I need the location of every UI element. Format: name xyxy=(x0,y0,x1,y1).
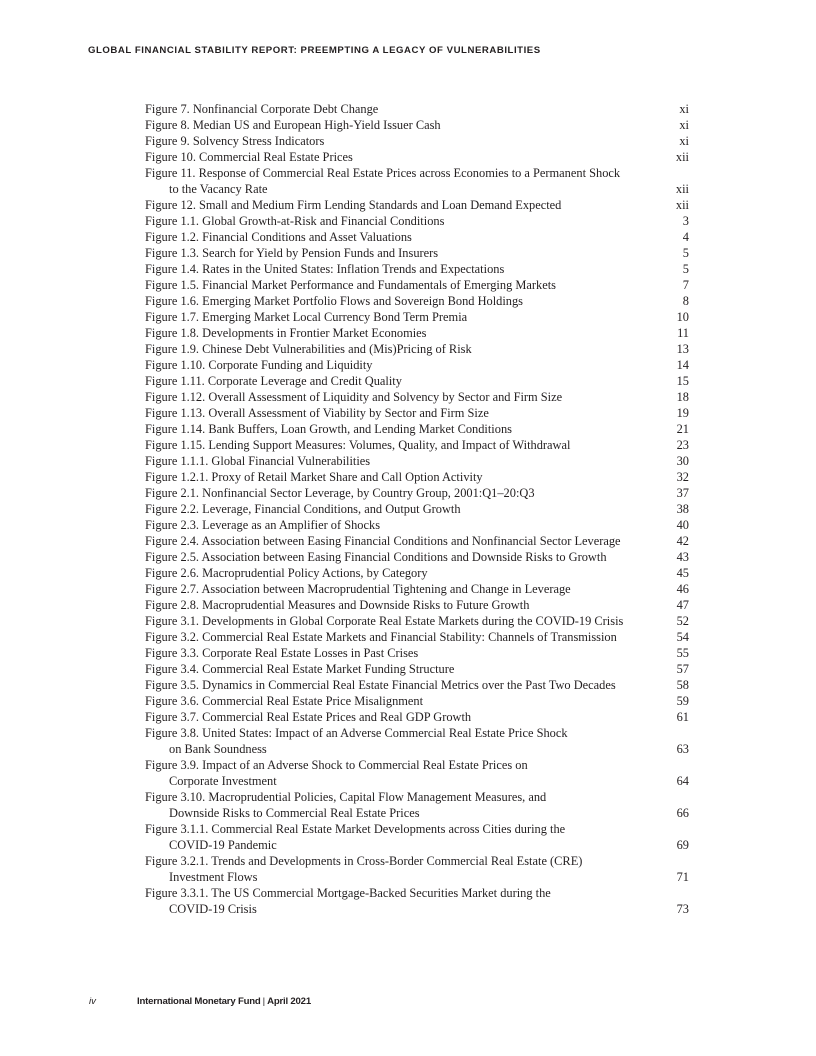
toc-entry-page: xi xyxy=(679,134,689,148)
toc-entry-title-line: Figure 1.2. Financial Conditions and Asset Valuations xyxy=(145,230,412,244)
toc-entry-title xyxy=(145,613,643,629)
toc-entry-page: xii xyxy=(675,150,689,164)
toc-entry-title-line: Figure 1.1.1. Global Financial Vulnerabilities xyxy=(145,454,371,468)
toc-entry-title xyxy=(145,325,643,341)
toc-entry-title-continuation: to the Vacancy Rate xyxy=(169,182,268,196)
toc-entry-title-line: Figure 1.9. Chinese Debt Vulnerabilities and (Mis)Pricing of Risk xyxy=(145,342,472,356)
toc-entry-page: 69 xyxy=(676,838,689,852)
toc-entry-page: 42 xyxy=(676,534,689,548)
toc-entry-page: 55 xyxy=(676,646,689,660)
toc-entry xyxy=(145,789,689,821)
toc-entry-page: 45 xyxy=(676,566,689,580)
toc-entry-title-line: Figure 3.1.1. Commercial Real Estate Market Developments across Cities during the xyxy=(145,822,566,836)
toc-entry-title xyxy=(145,533,643,549)
toc-entry xyxy=(145,597,689,613)
toc-entry xyxy=(145,629,689,645)
toc-entry-title xyxy=(145,645,643,661)
toc-entry-page: 8 xyxy=(682,294,689,308)
list-of-figures xyxy=(145,101,689,917)
toc-entry-title-line: Figure 1.6. Emerging Market Portfolio Flows and Sovereign Bond Holdings xyxy=(145,294,524,308)
toc-entry-title-line: Figure 8. Median US and European High-Yield Issuer Cash xyxy=(145,118,441,132)
toc-entry xyxy=(145,453,689,469)
toc-entry-page: 5 xyxy=(682,246,689,260)
publisher-name: International Monetary Fund xyxy=(137,996,261,1007)
toc-entry-page: 32 xyxy=(676,470,689,484)
toc-entry-title-line: Figure 1.14. Bank Buffers, Loan Growth, and Lending Market Conditions xyxy=(145,422,512,436)
toc-entry xyxy=(145,501,689,517)
toc-entry-title xyxy=(145,133,643,149)
toc-entry-page: 52 xyxy=(676,614,689,628)
page-number: iv xyxy=(89,996,96,1007)
toc-entry-title-line: Figure 3.3. Corporate Real Estate Losses in Past Crises xyxy=(145,646,419,660)
toc-entry xyxy=(145,485,689,501)
toc-entry-title-line: Figure 9. Solvency Stress Indicators xyxy=(145,134,325,148)
toc-entry xyxy=(145,549,689,565)
toc-entry-title xyxy=(145,485,643,501)
toc-entry-page: 14 xyxy=(676,358,689,372)
toc-entry-title xyxy=(145,277,643,293)
toc-entry-page: 59 xyxy=(676,694,689,708)
toc-entry-title xyxy=(145,629,643,645)
toc-entry-page: 11 xyxy=(677,326,689,340)
toc-entry-page: 54 xyxy=(676,630,689,644)
toc-entry-page: xi xyxy=(679,102,689,116)
toc-entry-title-continuation: Investment Flows xyxy=(169,870,258,884)
toc-entry xyxy=(145,853,689,885)
toc-entry-page: 40 xyxy=(676,518,689,532)
toc-entry-page: 10 xyxy=(676,310,689,324)
toc-entry-title-line: Figure 3.9. Impact of an Adverse Shock to Commercial Real Estate Prices on xyxy=(145,758,528,772)
toc-entry xyxy=(145,149,689,165)
toc-entry xyxy=(145,405,689,421)
toc-entry-title xyxy=(145,709,643,725)
toc-entry-page: 63 xyxy=(676,742,689,756)
toc-entry-title xyxy=(145,341,643,357)
toc-entry xyxy=(145,245,689,261)
toc-entry-title-line: Figure 3.5. Dynamics in Commercial Real Estate Financial Metrics over the Past Two Decades xyxy=(145,678,616,692)
toc-entry xyxy=(145,469,689,485)
toc-entry xyxy=(145,165,689,197)
toc-entry-title xyxy=(145,853,643,885)
toc-entry xyxy=(145,117,689,133)
toc-entry-title-line: Figure 2.8. Macroprudential Measures and Downside Risks to Future Growth xyxy=(145,598,530,612)
toc-entry-title xyxy=(145,261,643,277)
toc-entry-page: 3 xyxy=(682,214,689,228)
toc-entry xyxy=(145,293,689,309)
toc-entry-page: 7 xyxy=(682,278,689,292)
toc-entry-title-line: Figure 3.2.1. Trends and Developments in Cross-Border Commercial Real Estate (CRE) xyxy=(145,854,583,868)
toc-entry-title-line: Figure 3.8. United States: Impact of an Adverse Commercial Real Estate Price Shock xyxy=(145,726,568,740)
toc-entry-title xyxy=(145,421,643,437)
toc-entry-page: 61 xyxy=(676,710,689,724)
toc-entry-title xyxy=(145,117,643,133)
toc-entry-page: 4 xyxy=(682,230,689,244)
toc-entry-title-continuation: Downside Risks to Commercial Real Estate Prices xyxy=(169,806,420,820)
toc-entry-title-line: Figure 10. Commercial Real Estate Prices xyxy=(145,150,353,164)
toc-entry-page: 64 xyxy=(676,774,689,788)
toc-entry-title-line: Figure 1.2.1. Proxy of Retail Market Share and Call Option Activity xyxy=(145,470,483,484)
toc-entry-title xyxy=(145,357,643,373)
toc-entry-title-continuation: COVID-19 Crisis xyxy=(169,902,257,916)
toc-entry-title xyxy=(145,309,643,325)
toc-entry-title-line: Figure 2.7. Association between Macroprudential Tightening and Change in Leverage xyxy=(145,582,571,596)
toc-entry-title-line: Figure 1.8. Developments in Frontier Market Economies xyxy=(145,326,427,340)
toc-entry xyxy=(145,645,689,661)
toc-entry-title-line: Figure 7. Nonfinancial Corporate Debt Change xyxy=(145,102,379,116)
toc-entry-title-continuation: COVID-19 Pandemic xyxy=(169,838,277,852)
toc-entry-title xyxy=(145,197,643,213)
toc-entry-title-line: Figure 1.3. Search for Yield by Pension Funds and Insurers xyxy=(145,246,439,260)
toc-entry xyxy=(145,517,689,533)
toc-entry-title-line: Figure 3.1. Developments in Global Corporate Real Estate Markets during the COVID-19 Crisis xyxy=(145,614,624,628)
toc-entry-title-line: Figure 12. Small and Medium Firm Lending Standards and Loan Demand Expected xyxy=(145,198,562,212)
toc-entry-page: 13 xyxy=(676,342,689,356)
toc-entry-title-line: Figure 11. Response of Commercial Real Estate Prices across Economies to a Permanent Shock xyxy=(145,166,621,180)
toc-entry xyxy=(145,357,689,373)
toc-entry-title xyxy=(145,101,643,117)
toc-entry-title-line: Figure 1.1. Global Growth-at-Risk and Financial Conditions xyxy=(145,214,445,228)
toc-entry-page: xii xyxy=(675,198,689,212)
toc-entry-title-line: Figure 3.3.1. The US Commercial Mortgage-Backed Securities Market during the xyxy=(145,886,551,900)
toc-entry-title-line: Figure 3.4. Commercial Real Estate Market Funding Structure xyxy=(145,662,455,676)
toc-entry xyxy=(145,133,689,149)
toc-entry-title-continuation: Corporate Investment xyxy=(169,774,277,788)
toc-entry-page: 46 xyxy=(676,582,689,596)
toc-entry-title xyxy=(145,293,643,309)
running-head: GLOBAL FINANCIAL STABILITY REPORT: PREEMPTING A LEGACY OF VULNERABILITIES xyxy=(88,45,541,56)
toc-entry-title xyxy=(145,501,643,517)
toc-entry-title xyxy=(145,437,643,453)
toc-entry xyxy=(145,725,689,757)
toc-entry-title-line: Figure 2.6. Macroprudential Policy Actions, by Category xyxy=(145,566,428,580)
toc-entry-title xyxy=(145,517,643,533)
toc-entry-title xyxy=(145,229,643,245)
toc-entry-page: 5 xyxy=(682,262,689,276)
toc-entry-title xyxy=(145,677,643,693)
toc-entry-page: 30 xyxy=(676,454,689,468)
toc-entry-page: 57 xyxy=(676,662,689,676)
toc-entry-title-line: Figure 1.5. Financial Market Performance and Fundamentals of Emerging Markets xyxy=(145,278,556,292)
toc-entry-title xyxy=(145,213,643,229)
toc-entry xyxy=(145,341,689,357)
toc-entry-page: 71 xyxy=(676,870,689,884)
toc-entry-page: 37 xyxy=(676,486,689,500)
toc-entry xyxy=(145,533,689,549)
toc-entry-title xyxy=(145,885,643,917)
toc-entry-title xyxy=(145,453,643,469)
toc-entry-page: 19 xyxy=(676,406,689,420)
toc-entry xyxy=(145,261,689,277)
toc-entry-page: 23 xyxy=(676,438,689,452)
toc-entry xyxy=(145,197,689,213)
toc-entry-title-line: Figure 1.7. Emerging Market Local Currency Bond Term Premia xyxy=(145,310,468,324)
toc-entry-title-line: Figure 3.7. Commercial Real Estate Prices and Real GDP Growth xyxy=(145,710,472,724)
toc-entry-title-line: Figure 2.3. Leverage as an Amplifier of Shocks xyxy=(145,518,381,532)
page-footer xyxy=(89,996,311,1007)
toc-entry xyxy=(145,757,689,789)
toc-entry-page: 18 xyxy=(676,390,689,404)
toc-entry xyxy=(145,565,689,581)
toc-entry xyxy=(145,309,689,325)
toc-entry-title-line: Figure 1.10. Corporate Funding and Liquidity xyxy=(145,358,373,372)
toc-entry-title xyxy=(145,725,643,757)
toc-entry-page: 15 xyxy=(676,374,689,388)
toc-entry-title xyxy=(145,549,643,565)
toc-entry-title xyxy=(145,581,643,597)
toc-entry-title xyxy=(145,565,643,581)
toc-entry xyxy=(145,213,689,229)
toc-entry xyxy=(145,437,689,453)
toc-entry-page: xi xyxy=(679,118,689,132)
footer-separator: | xyxy=(262,996,266,1007)
toc-entry xyxy=(145,373,689,389)
toc-entry xyxy=(145,677,689,693)
toc-entry-page: 38 xyxy=(676,502,689,516)
toc-entry-title-continuation: on Bank Soundness xyxy=(169,742,267,756)
toc-entry-title xyxy=(145,757,643,789)
toc-entry-title-line: Figure 1.4. Rates in the United States: Inflation Trends and Expectations xyxy=(145,262,505,276)
toc-entry-title xyxy=(145,165,643,197)
toc-entry-title-line: Figure 3.10. Macroprudential Policies, Capital Flow Management Measures, and xyxy=(145,790,547,804)
toc-entry-title xyxy=(145,389,643,405)
toc-entry xyxy=(145,229,689,245)
toc-entry xyxy=(145,693,689,709)
toc-entry-title xyxy=(145,789,643,821)
toc-entry xyxy=(145,277,689,293)
toc-entry-page: 43 xyxy=(676,550,689,564)
toc-entry-page: 66 xyxy=(676,806,689,820)
toc-entry xyxy=(145,325,689,341)
toc-entry-title-line: Figure 2.4. Association between Easing Financial Conditions and Nonfinancial Sector Leverage xyxy=(145,534,621,548)
toc-entry-page: 21 xyxy=(676,422,689,436)
toc-entry xyxy=(145,661,689,677)
toc-entry xyxy=(145,821,689,853)
toc-entry-page: 47 xyxy=(676,598,689,612)
toc-entry-page: xii xyxy=(675,182,689,196)
toc-entry-title-line: Figure 3.6. Commercial Real Estate Price Misalignment xyxy=(145,694,424,708)
toc-entry-title xyxy=(145,821,643,853)
toc-entry xyxy=(145,581,689,597)
toc-entry-title xyxy=(145,693,643,709)
toc-entry xyxy=(145,389,689,405)
toc-entry-title-line: Figure 1.15. Lending Support Measures: Volumes, Quality, and Impact of Withdrawal xyxy=(145,438,571,452)
toc-entry-title xyxy=(145,149,643,165)
toc-entry-page: 58 xyxy=(676,678,689,692)
toc-entry-title xyxy=(145,245,643,261)
toc-entry xyxy=(145,101,689,117)
toc-entry xyxy=(145,709,689,725)
toc-entry-title xyxy=(145,597,643,613)
toc-entry-title-line: Figure 1.13. Overall Assessment of Viability by Sector and Firm Size xyxy=(145,406,489,420)
toc-entry xyxy=(145,885,689,917)
toc-entry-title xyxy=(145,661,643,677)
toc-entry-title-line: Figure 2.5. Association between Easing Financial Conditions and Downside Risks to Growth xyxy=(145,550,607,564)
toc-entry-title-line: Figure 2.1. Nonfinancial Sector Leverage, by Country Group, 2001:Q1–20:Q3 xyxy=(145,486,535,500)
toc-entry-page: 73 xyxy=(676,902,689,916)
toc-entry-title xyxy=(145,469,643,485)
toc-entry-title-line: Figure 3.2. Commercial Real Estate Markets and Financial Stability: Channels of Transmission xyxy=(145,630,617,644)
toc-entry-title xyxy=(145,373,643,389)
publication-date: April 2021 xyxy=(267,996,311,1007)
toc-entry xyxy=(145,421,689,437)
toc-entry xyxy=(145,613,689,629)
toc-entry-title-line: Figure 2.2. Leverage, Financial Conditions, and Output Growth xyxy=(145,502,461,516)
toc-entry-title-line: Figure 1.11. Corporate Leverage and Credit Quality xyxy=(145,374,402,388)
toc-entry-title-line: Figure 1.12. Overall Assessment of Liquidity and Solvency by Sector and Firm Size xyxy=(145,390,563,404)
toc-entry-title xyxy=(145,405,643,421)
